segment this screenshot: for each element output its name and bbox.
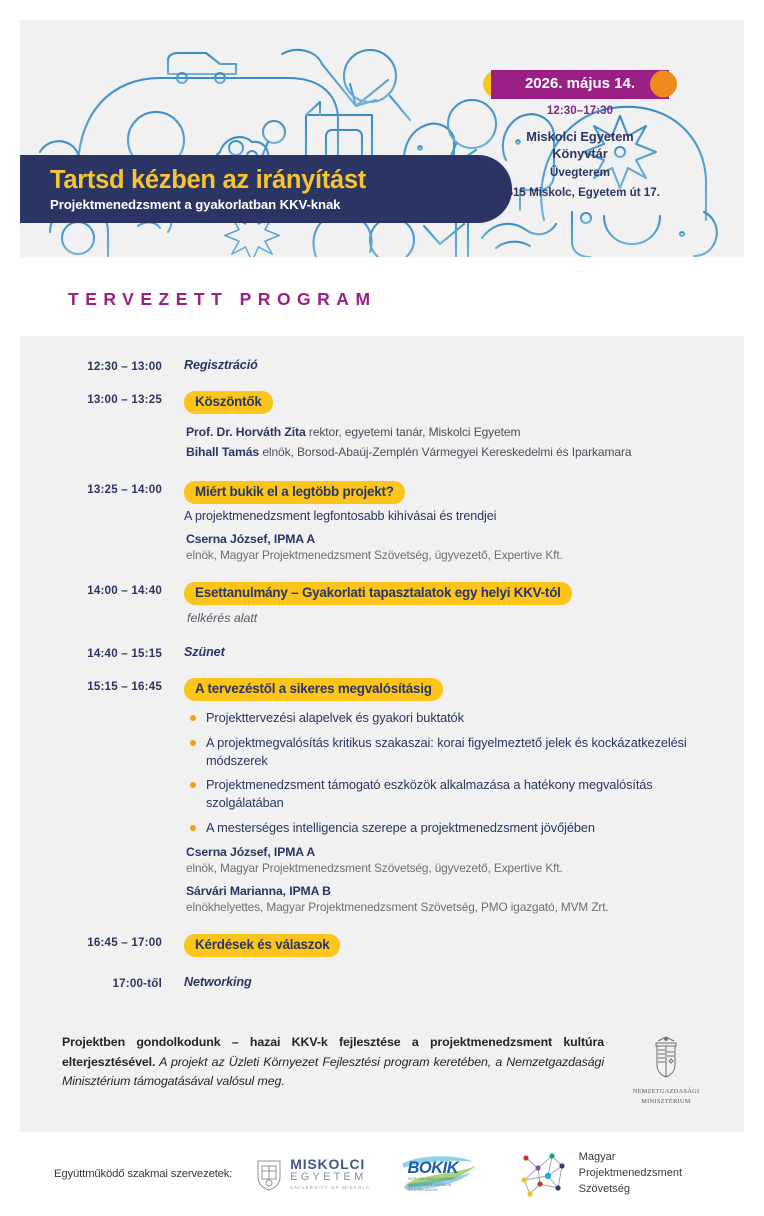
program-content: [162, 582, 714, 625]
program-time: 14:40 – 15:15: [87, 647, 162, 661]
program-label: Szünet: [184, 645, 225, 660]
partners-label: Együttműködő szakmai szervezetek:: [54, 1168, 233, 1181]
program-label-pill: Esettanulmány – Gyakorlati tapasztalatok egy helyi KKV-tól: [184, 582, 572, 605]
program-label-pill: Kérdések és válaszok: [184, 934, 340, 957]
program-note: felkérés alatt: [187, 611, 258, 626]
poster-card: [20, 20, 744, 1132]
poster-subtitle: Projektmenedzsment a gyakorlatban KKV-knak: [50, 197, 341, 213]
ministry-logo: [618, 1033, 714, 1106]
speaker-entry: [186, 884, 714, 914]
miskolci-line2: EGYETEM: [290, 1171, 367, 1184]
bokik-wordmark: BOKIK: [407, 1159, 459, 1178]
program-row: [50, 391, 714, 461]
funding-blurb-text: [62, 1033, 604, 1091]
speaker-name: Prof. Dr. Horváth Zita: [186, 425, 306, 440]
miskolci-line3: UNIVERSITY OF MISKOLC: [290, 1185, 371, 1191]
event-info: [430, 70, 730, 202]
miskolci-egyetem-logo: [254, 1157, 370, 1191]
program-row: [50, 358, 714, 373]
funding-blurb-bold: Projektben gondolkodunk – hazai KKV-k fejlesztése a projektmenedzsment kultúra elterjesztésével.: [62, 1035, 604, 1069]
bokik-sub-line3: ÉS IPARKAMARA: [408, 1188, 438, 1193]
speaker-role: elnök, Magyar Projektmenedzsment Szövetség, ügyvezető, Expertive Kft.: [186, 548, 563, 563]
bokik-logo: [400, 1154, 478, 1194]
speaker-role: elnökhelyettes, Magyar Projektmenedzsment Szövetség, PMO igazgató, MVM Zrt.: [186, 900, 609, 915]
program-time: 14:00 – 14:40: [87, 584, 162, 598]
bullet-item: Projektmenedzsment támogató eszközök alkalmazása a hatékony megvalósítás szolgálatában: [190, 776, 714, 811]
bokik-sub-line1: BORSOD-ABAÚJ-ZEMPLÉN: [408, 1177, 455, 1182]
program-bullet-list: [190, 709, 714, 836]
speaker-role: elnök, Borsod-Abaúj-Zemplén Vármegyei Kereskedelmi és Iparkamara: [259, 445, 632, 460]
program-section-title: TERVEZETT PROGRAM: [20, 257, 744, 336]
program-content: [162, 975, 714, 989]
speaker-name: Bihall Tamás: [186, 445, 260, 460]
program-row: [50, 975, 714, 990]
program-row: [50, 645, 714, 660]
program-row: [50, 481, 714, 562]
program-content: [162, 391, 714, 461]
speaker-role: rektor, egyetemi tanár, Miskolci Egyetem: [305, 425, 521, 440]
speaker-entry: [186, 423, 714, 441]
ministry-name-line2: MINISZTÉRIUM: [641, 1097, 691, 1105]
mpsz-wordmark: [579, 1150, 682, 1198]
program-label-pill: A tervezéstől a sikeres megvalósításig: [184, 678, 443, 701]
miskolci-line1: MISKOLCI: [290, 1156, 366, 1173]
bullet-item: A mesterséges intelligencia szerepe a projektmenedzsment jövőjében: [190, 819, 714, 837]
program-row: [50, 934, 714, 957]
bullet-item: Projekttervezési alapelvek és gyakori buktatók: [190, 709, 714, 727]
poster-header: [20, 20, 744, 257]
program-label: Networking: [184, 975, 252, 990]
hungary-coat-of-arms-icon: [648, 1035, 684, 1079]
event-time-range: 12:30–17:30: [546, 105, 614, 117]
event-date: 2026. május 14.: [491, 70, 669, 99]
program-time: 16:45 – 17:00: [87, 936, 162, 950]
network-nodes-icon: [518, 1150, 570, 1198]
university-crest-icon: [254, 1157, 284, 1191]
program-content: [162, 358, 714, 372]
program-row: [50, 582, 714, 625]
venue-name: Miskolci Egyetem: [526, 129, 634, 144]
poster-title: Tartsd kézben az irányítást: [50, 165, 366, 194]
mpsz-line3: Szövetség: [578, 1183, 631, 1196]
speaker-name: Cserna József, IPMA A: [186, 845, 316, 860]
program-label: Regisztráció: [184, 358, 258, 372]
mpsz-line1: Magyar: [578, 1151, 616, 1164]
funding-blurb-italic: A projekt az Üzleti Környezet Fejlesztési program keretében, a Nemzetgazdasági Minisztérium támogatásával valósul meg.: [62, 1054, 604, 1088]
speaker-entry: [186, 532, 714, 562]
bokik-subtext: [408, 1177, 455, 1193]
venue-room: Üvegterem: [550, 166, 610, 180]
program-time: 17:00-től: [112, 977, 162, 991]
program-content: [162, 645, 714, 659]
speaker-entry: [186, 443, 714, 461]
badge-dot-orange-icon: [650, 71, 677, 98]
funding-blurb: [20, 1023, 744, 1132]
program-time: 12:30 – 13:00: [87, 360, 162, 373]
program-content: [162, 934, 714, 957]
ministry-name-line1: NEMZETGAZDASÁGI: [632, 1088, 700, 1096]
program-list: [20, 336, 744, 1023]
program-subtitle: A projektmenedzsment legfontosabb kihívásai és trendjei: [184, 509, 497, 524]
speaker-name: Cserna József, IPMA A: [186, 532, 316, 547]
program-time: 13:25 – 14:00: [87, 483, 162, 497]
program-content: [162, 481, 714, 562]
speaker-role: elnök, Magyar Projektmenedzsment Szövetség, ügyvezető, Expertive Kft.: [186, 861, 563, 876]
program-label-pill: Köszöntők: [184, 391, 273, 414]
speaker-name: Sárvári Marianna, IPMA B: [186, 884, 331, 899]
venue-address: 3515 Miskolc, Egyetem út 17.: [500, 186, 660, 200]
mpsz-logo: [518, 1150, 722, 1198]
bokik-sub-line2: MEGYEI KERESKEDELMI: [408, 1182, 452, 1187]
miskolci-egyetem-wordmark: [290, 1157, 370, 1191]
venue-name-2: Könyvtár: [552, 145, 608, 161]
speaker-entry: [186, 845, 714, 875]
mpsz-line2: Projektmenedzsment: [578, 1167, 682, 1180]
program-row: [50, 678, 714, 914]
program-time: 15:15 – 16:45: [87, 680, 162, 694]
partners-bar: [20, 1132, 744, 1216]
program-time: 13:00 – 13:25: [87, 393, 162, 406]
bullet-item: A projektmegvalósítás kritikus szakaszai: korai figyelmeztető jelek és kockázatkezelési módszerek: [190, 734, 714, 769]
program-content: [162, 678, 714, 914]
date-badge-wrap: [491, 70, 669, 98]
program-label-pill: Miért bukik el a legtöbb projekt?: [184, 481, 405, 504]
